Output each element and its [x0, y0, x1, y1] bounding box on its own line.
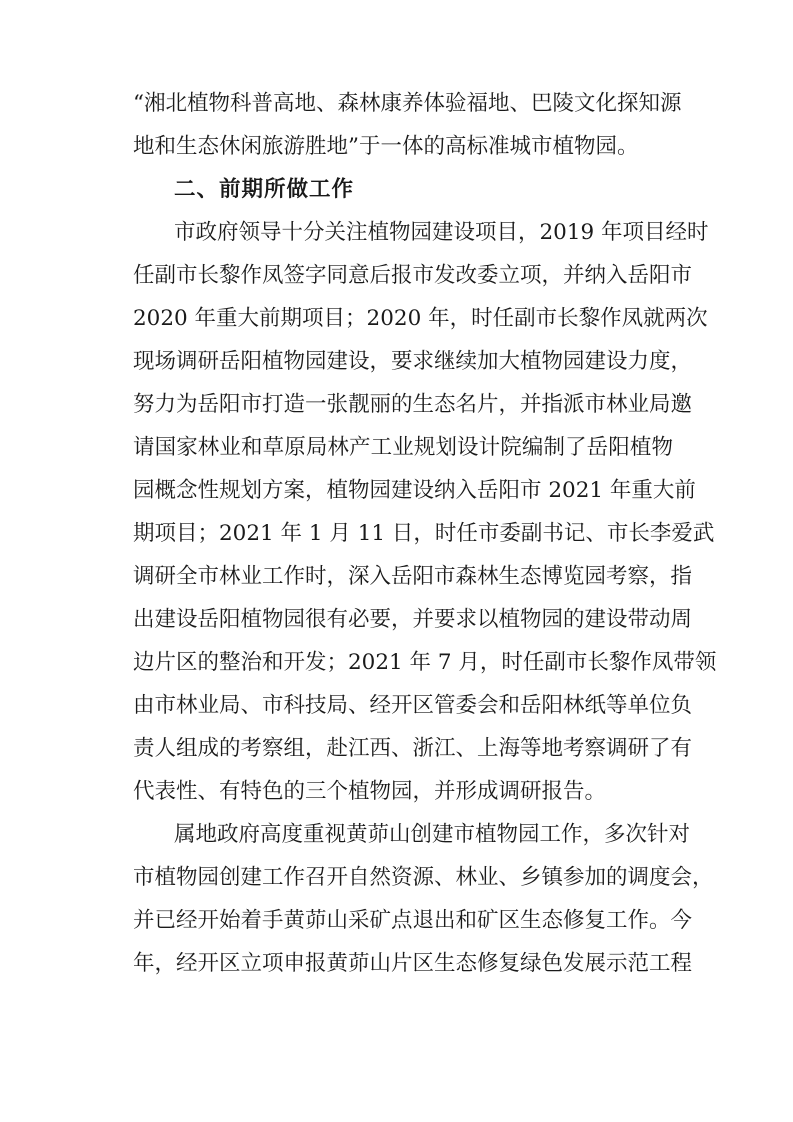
paragraph2-line-2: 市植物园创建工作召开自然资源、林业、乡镇参加的调度会，: [133, 865, 714, 890]
section-heading: 二、前期所做工作: [174, 177, 355, 202]
paragraph1-line-4: 现场调研岳阳植物园建设，要求继续加大植物园建设力度，: [133, 349, 693, 374]
paragraph2-line-4: 年，经开区立项申报黄茆山片区生态修复绿色发展示范工程: [133, 951, 693, 976]
paragraph1-line-6: 请国家林业和草原局林产工业规划设计院编制了岳阳植物: [133, 435, 673, 460]
intro-line-1: “湘北植物科普高地、森林康养体验福地、巴陵文化探知源: [133, 91, 682, 116]
paragraph2-line-1: 属地政府高度重视黄茆山创建市植物园工作，多次针对: [174, 822, 691, 847]
paragraph1-line-12: 由市林业局、市科技局、经开区管委会和岳阳林纸等单位负: [133, 693, 693, 718]
paragraph1-line-1: 市政府领导十分关注植物园建设项目，2019 年项目经时: [174, 220, 709, 245]
paragraph2-line-3: 并已经开始着手黄茆山采矿点退出和矿区生态修复工作。今: [133, 908, 693, 933]
intro-line-2: 地和生态休闲旅游胜地”于一体的高标准城市植物园。: [133, 134, 639, 159]
paragraph1-line-7: 园概念性规划方案，植物园建设纳入岳阳市 2021 年重大前: [133, 478, 696, 503]
paragraph1-line-2: 任副市长黎作凤签字同意后报市发改委立项，并纳入岳阳市: [133, 263, 693, 288]
paragraph1-line-8: 期项目；2021 年 1 月 11 日，时任市委副书记、市长李爱武: [133, 521, 715, 546]
paragraph1-line-13: 责人组成的考察组，赴江西、浙江、上海等地考察调研了有: [133, 736, 693, 761]
paragraph1-line-14: 代表性、有特色的三个植物园，并形成调研报告。: [133, 779, 607, 804]
paragraph1-line-11: 边片区的整治和开发；2021 年 7 月，时任副市长黎作凤带领: [133, 650, 717, 675]
paragraph1-line-3: 2020 年重大前期项目；2020 年，时任副市长黎作凤就两次: [133, 306, 708, 331]
paragraph1-line-10: 出建设岳阳植物园很有必要，并要求以植物园的建设带动周: [133, 607, 693, 632]
paragraph1-line-5: 努力为岳阳市打造一张靓丽的生态名片，并指派市林业局邀: [133, 392, 693, 417]
paragraph1-line-9: 调研全市林业工作时，深入岳阳市森林生态博览园考察，指: [133, 564, 693, 589]
